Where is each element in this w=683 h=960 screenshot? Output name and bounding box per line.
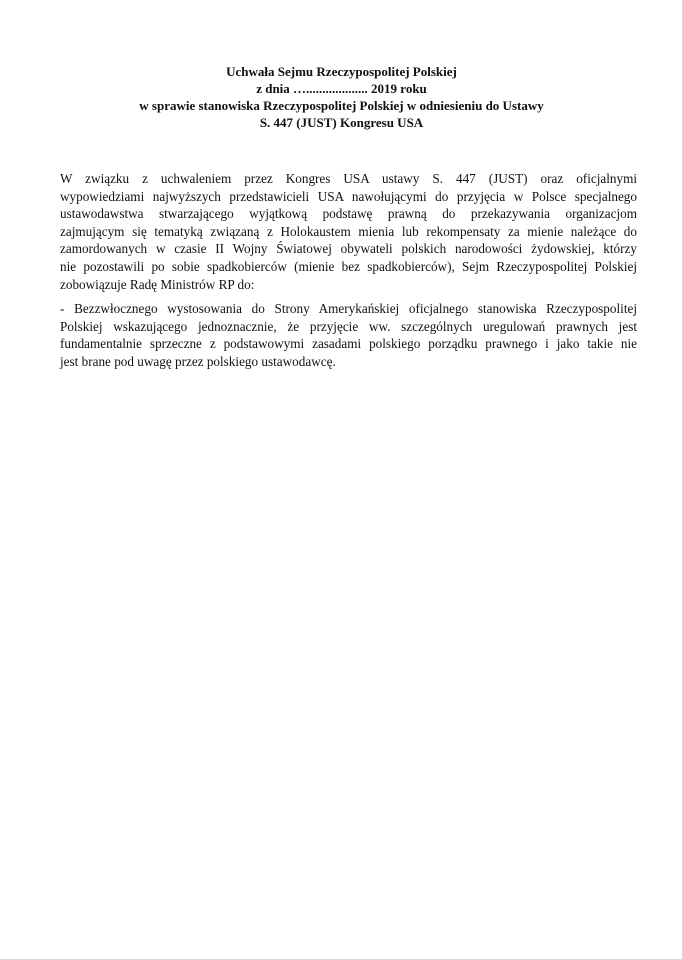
text-line: zobowiązuje Radę Ministrów RP do: [60,276,255,292]
text-line: zamordowanych w czasie II Wojny Światowej obywateli polskich narodowości żydowskiej, którzy [60,241,637,257]
title-line: S. 447 (JUST) Kongresu USA [259,115,424,130]
title-date-line: z dnia …................... 2019 roku [256,81,427,96]
text-line: nie pozostawili po sobie spadkobierców (mienie bez spadkobierców), Sejm Rzeczypospolitej Polskiej [60,258,637,274]
text-line: fundamentalnie sprzeczne z podstawowymi zasadami polskiego porządku prawnego i jako takie nie [60,336,637,352]
text-line: ustawodawstwa stwarzającego wyjątkową podstawę prawną do przekazywania organizacjom [60,206,637,222]
text-line: - Bezzwłocznego wystosowania do Strony Amerykańskiej oficjalnego stanowiska Rzeczypospolitej [60,301,637,316]
text-line: W związku z uchwaleniem przez Kongres USA ustawy S. 447 (JUST) oraz oficjalnymi [60,171,637,186]
obligation-paragraph [60,300,637,370]
title-line: Uchwała Sejmu Rzeczypospolitej Polskiej [226,64,457,79]
title-line: w sprawie stanowiska Rzeczypospolitej Polskiej w odniesieniu do Ustawy [139,98,544,113]
text-line: Polskiej wskazującego jednoznacznie, że przyjęcie ww. szczególnych uregulowań prawnych jest [60,318,637,334]
text-line: jest brane pod uwagę przez polskiego ustawodawcę. [60,353,336,369]
preamble-paragraph [60,170,637,293]
text-line: zajmującym się tematyką związaną z Holokaustem mienia lub rekompensaty za mienie należące do [60,223,637,239]
document-title [0,63,683,131]
text-line: wypowiedziami najwyższych przedstawicieli USA nawołującymi do przyjęcia w Polsce specjalnego [60,188,637,204]
